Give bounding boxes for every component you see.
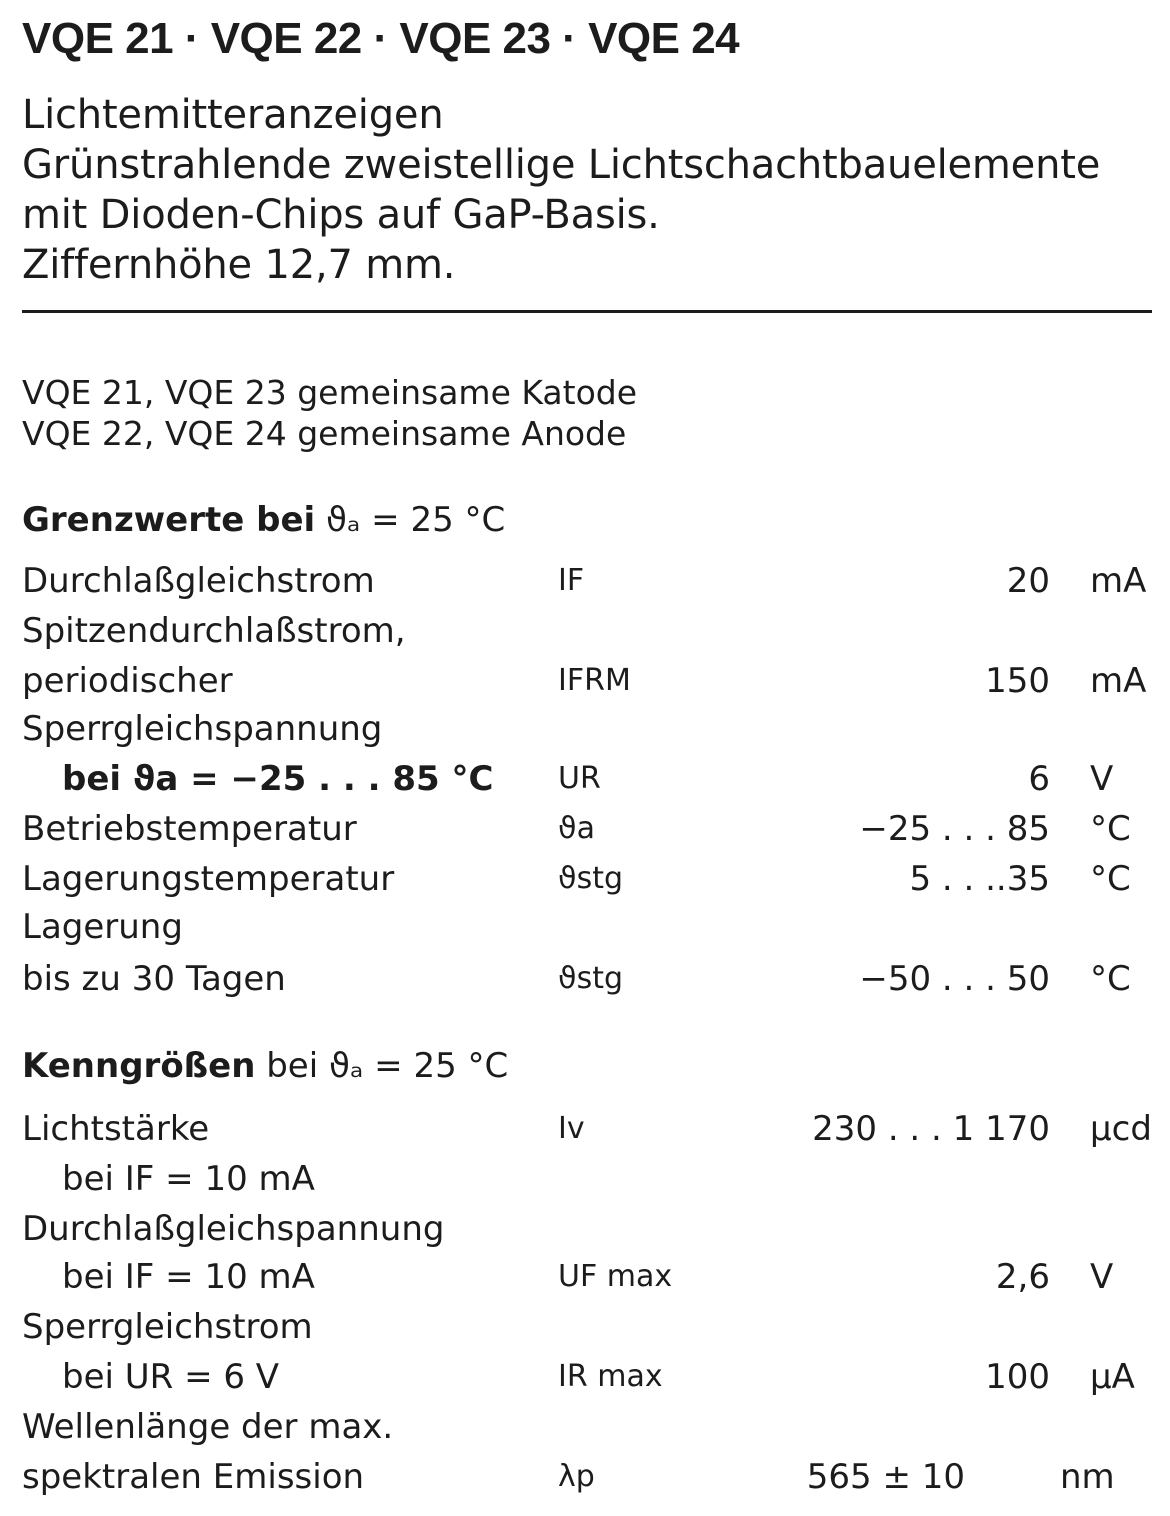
param-unit: mA xyxy=(1090,661,1147,701)
param-label: Lichtstärke xyxy=(22,1109,210,1149)
param-label: spektralen Emission xyxy=(22,1457,365,1497)
param-value: 565 ± 10 xyxy=(806,1457,965,1497)
table-row xyxy=(0,854,1170,904)
param-label: bei IF = 10 mA xyxy=(62,1159,315,1199)
table-row xyxy=(0,1452,1170,1502)
limits-heading-condition: ϑₐ = 25 °C xyxy=(325,500,506,540)
table-row xyxy=(0,1402,1170,1452)
param-label: bei UR = 6 V xyxy=(62,1357,280,1397)
param-label: Spitzendurchlaßstrom, xyxy=(22,611,406,651)
table-row xyxy=(0,1204,1170,1254)
subtitle-line: Lichtemitteranzeigen xyxy=(22,92,444,138)
param-label: Lagerungstemperatur xyxy=(22,859,395,899)
characteristics-heading xyxy=(22,1046,508,1086)
table-row xyxy=(0,1252,1170,1302)
page-title: VQE 21 · VQE 22 · VQE 23 · VQE 24 xyxy=(22,14,740,63)
param-symbol: IFRM xyxy=(558,663,631,698)
intro-line: VQE 21, VQE 23 gemeinsame Katode xyxy=(22,373,638,412)
param-value: 2,6 xyxy=(995,1257,1050,1297)
limits-heading-bold: Grenzwerte bei xyxy=(22,500,316,540)
param-label: bei IF = 10 mA xyxy=(62,1257,315,1297)
param-unit: °C xyxy=(1090,809,1131,849)
param-value: 5 . . ..35 xyxy=(909,859,1050,899)
table-row xyxy=(0,1302,1170,1352)
subtitle-line: Grünstrahlende zweistellige Lichtschachtbauelemente xyxy=(22,142,1101,188)
characteristics-heading-bold: Kenngrößen xyxy=(22,1046,256,1086)
param-label: bis zu 30 Tagen xyxy=(22,959,286,999)
param-value: −50 . . . 50 xyxy=(859,959,1050,999)
table-row xyxy=(0,754,1170,804)
param-unit: V xyxy=(1090,1257,1114,1297)
param-symbol: UF max xyxy=(558,1259,673,1294)
limits-heading xyxy=(22,500,505,540)
param-unit: V xyxy=(1090,759,1114,799)
param-value: −25 . . . 85 xyxy=(859,809,1050,849)
param-label: bei ϑa = −25 . . . 85 °C xyxy=(62,759,494,799)
table-row xyxy=(0,902,1170,952)
param-value: 150 xyxy=(985,661,1050,701)
param-unit: µcd xyxy=(1090,1109,1152,1149)
param-symbol: ϑstg xyxy=(558,861,624,896)
param-symbol: IR max xyxy=(558,1359,663,1394)
param-symbol: UR xyxy=(558,761,601,796)
param-label: Durchlaßgleichspannung xyxy=(22,1209,445,1249)
param-unit: °C xyxy=(1090,959,1131,999)
intro-line: VQE 22, VQE 24 gemeinsame Anode xyxy=(22,414,627,453)
characteristics-heading-condition: bei ϑₐ = 25 °C xyxy=(266,1046,509,1086)
param-symbol: ϑa xyxy=(558,811,595,846)
param-unit: µA xyxy=(1090,1357,1135,1397)
table-row xyxy=(0,606,1170,656)
param-value: 6 xyxy=(1028,759,1050,799)
subtitle-block xyxy=(22,90,1100,290)
param-symbol: Iv xyxy=(558,1111,585,1146)
param-value: 20 xyxy=(1006,561,1050,601)
table-row xyxy=(0,704,1170,754)
param-label: periodischer xyxy=(22,661,233,701)
param-label: Betriebstemperatur xyxy=(22,809,357,849)
table-row xyxy=(0,1154,1170,1204)
param-symbol: λp xyxy=(558,1459,595,1494)
param-unit: nm xyxy=(1060,1457,1115,1497)
param-label: Durchlaßgleichstrom xyxy=(22,561,375,601)
subtitle-line: mit Dioden-Chips auf GaP-Basis. xyxy=(22,192,660,238)
param-unit: mA xyxy=(1090,561,1147,601)
table-row xyxy=(0,556,1170,606)
table-row xyxy=(0,1352,1170,1402)
table-row xyxy=(0,804,1170,854)
table-row xyxy=(0,1104,1170,1154)
divider-rule xyxy=(22,310,1152,313)
param-unit: °C xyxy=(1090,859,1131,899)
param-value: 100 xyxy=(985,1357,1050,1397)
subtitle-line: Ziffernhöhe 12,7 mm. xyxy=(22,242,456,288)
param-label: Sperrgleichstrom xyxy=(22,1307,313,1347)
param-symbol: IF xyxy=(558,563,585,598)
param-value: 230 . . . 1 170 xyxy=(812,1109,1050,1149)
table-row xyxy=(0,656,1170,706)
param-label: Wellenlänge der max. xyxy=(22,1407,394,1447)
table-row xyxy=(0,954,1170,1004)
param-symbol: ϑstg xyxy=(558,961,624,996)
intro-block xyxy=(22,372,637,454)
param-label: Sperrgleichspannung xyxy=(22,709,383,749)
param-label: Lagerung xyxy=(22,907,183,947)
